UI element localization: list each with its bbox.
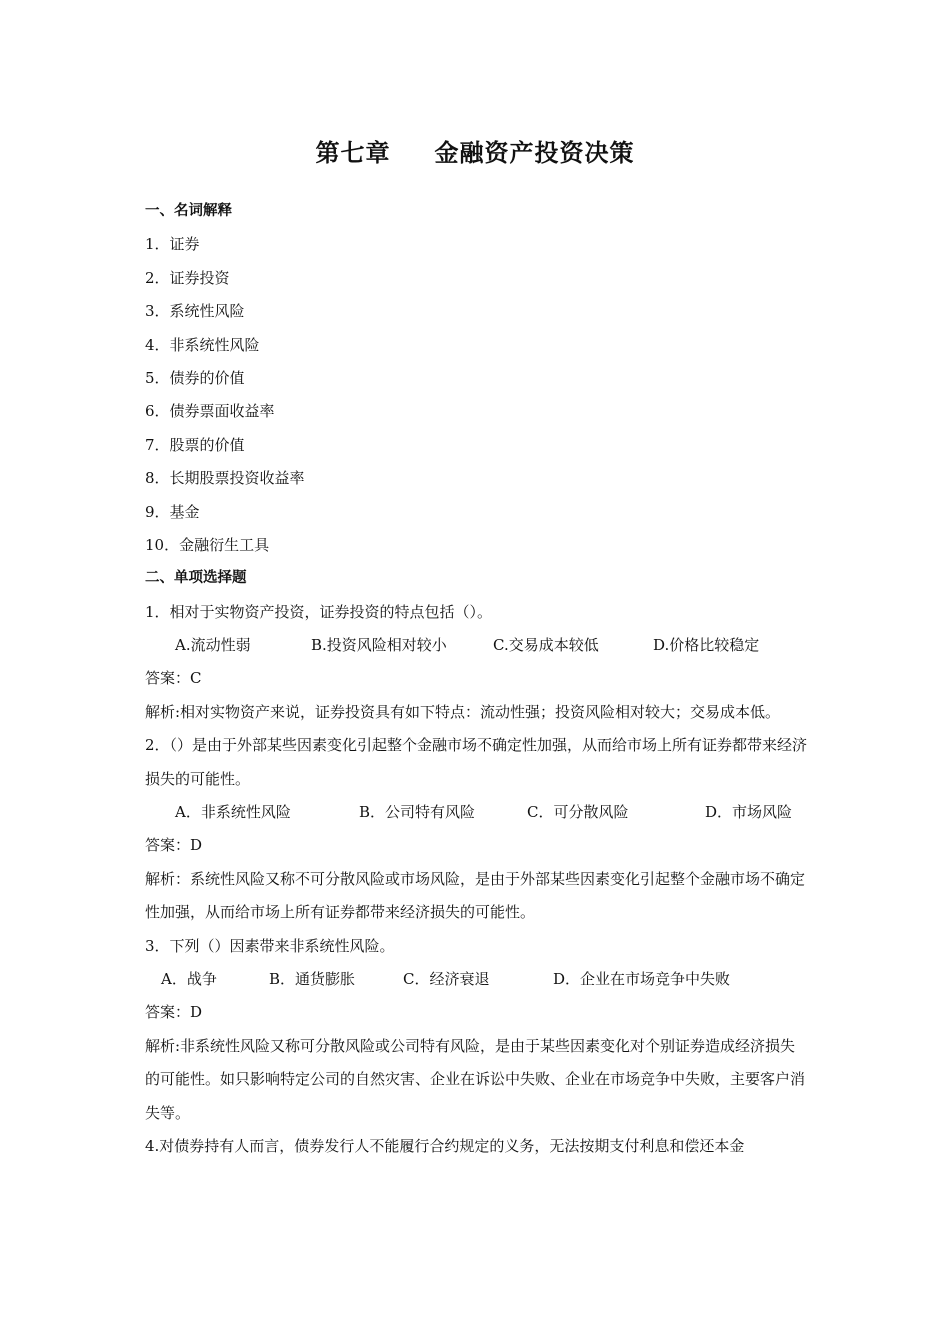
chapter-title <box>0 133 950 168</box>
term-item: 8．长期股票投资收益率 <box>145 469 305 488</box>
term-item: 10．金融衍生工具 <box>145 535 270 554</box>
option-d: D．市场风险 <box>705 803 793 822</box>
question-2-options <box>145 796 810 829</box>
question-3-options <box>145 963 810 996</box>
option-b: B.投资风险相对较小 <box>311 636 447 655</box>
option-a: A.流动性弱 <box>175 636 251 655</box>
question-2: 2．（）是由于外部某些因素变化引起整个金融市场不确定性加强，从而给市场上所有证券都带来经济损失的可能性。 <box>145 736 808 788</box>
question-3-analysis: 解析:非系统性风险又称可分散风险或公司特有风险，是由于某些因素变化对个别证券造成经济损失的可能性。如只影响特定公司的自然灾害、企业在诉讼中失败、企业在市场竞争中失败，主要客户消失等。 <box>145 1036 806 1122</box>
term-item: 7．股票的价值 <box>145 435 245 454</box>
option-b: B．通货膨胀 <box>269 970 356 989</box>
option-a: A．战争 <box>161 970 217 989</box>
question-2-analysis: 解析：系统性风险又称不可分散风险或市场风险，是由于外部某些因素变化引起整个金融市场不确定性加强，从而给市场上所有证券都带来经济损失的可能性。 <box>145 869 806 922</box>
chapter-name: 金融资产投资决策 <box>434 139 635 167</box>
option-d: D．企业在市场竞争中失败 <box>553 970 731 989</box>
option-c: C．可分散风险 <box>527 803 629 822</box>
question-4: 4.对债券持有人而言，债券发行人不能履行合约规定的义务，无法按期支付利息和偿还本金 <box>145 1137 745 1156</box>
document-body <box>145 195 810 1163</box>
question-1-options <box>145 629 810 662</box>
question-1-answer: 答案：C <box>145 669 202 688</box>
question-3-answer: 答案：D <box>145 1003 203 1022</box>
term-item: 5．债券的价值 <box>145 368 245 387</box>
term-item: 6．债券票面收益率 <box>145 402 275 421</box>
option-c: C．经济衰退 <box>403 970 490 989</box>
question-2-answer: 答案：D <box>145 836 203 855</box>
option-d: D.价格比较稳定 <box>653 636 760 655</box>
chapter-number: 第七章 <box>315 139 391 167</box>
option-a: A．非系统性风险 <box>175 803 291 822</box>
term-item: 4．非系统性风险 <box>145 335 260 354</box>
question-1: 1．相对于实物资产投资，证券投资的特点包括（）。 <box>145 602 493 621</box>
section-heading-choice: 二、单项选择题 <box>145 570 247 587</box>
term-item: 9．基金 <box>145 502 200 521</box>
term-item: 1．证券 <box>145 235 200 254</box>
question-3: 3．下列（）因素带来非系统性风险。 <box>145 936 395 955</box>
question-1-analysis: 解析:相对实物资产来说，证券投资具有如下特点：流动性强；投资风险相对较大；交易成本低。 <box>145 702 781 721</box>
section-heading-terms: 一、名词解释 <box>145 203 232 219</box>
term-item: 3．系统性风险 <box>145 302 245 321</box>
term-item: 2．证券投资 <box>145 268 230 287</box>
option-b: B．公司特有风险 <box>359 803 476 822</box>
option-c: C.交易成本较低 <box>493 636 599 655</box>
